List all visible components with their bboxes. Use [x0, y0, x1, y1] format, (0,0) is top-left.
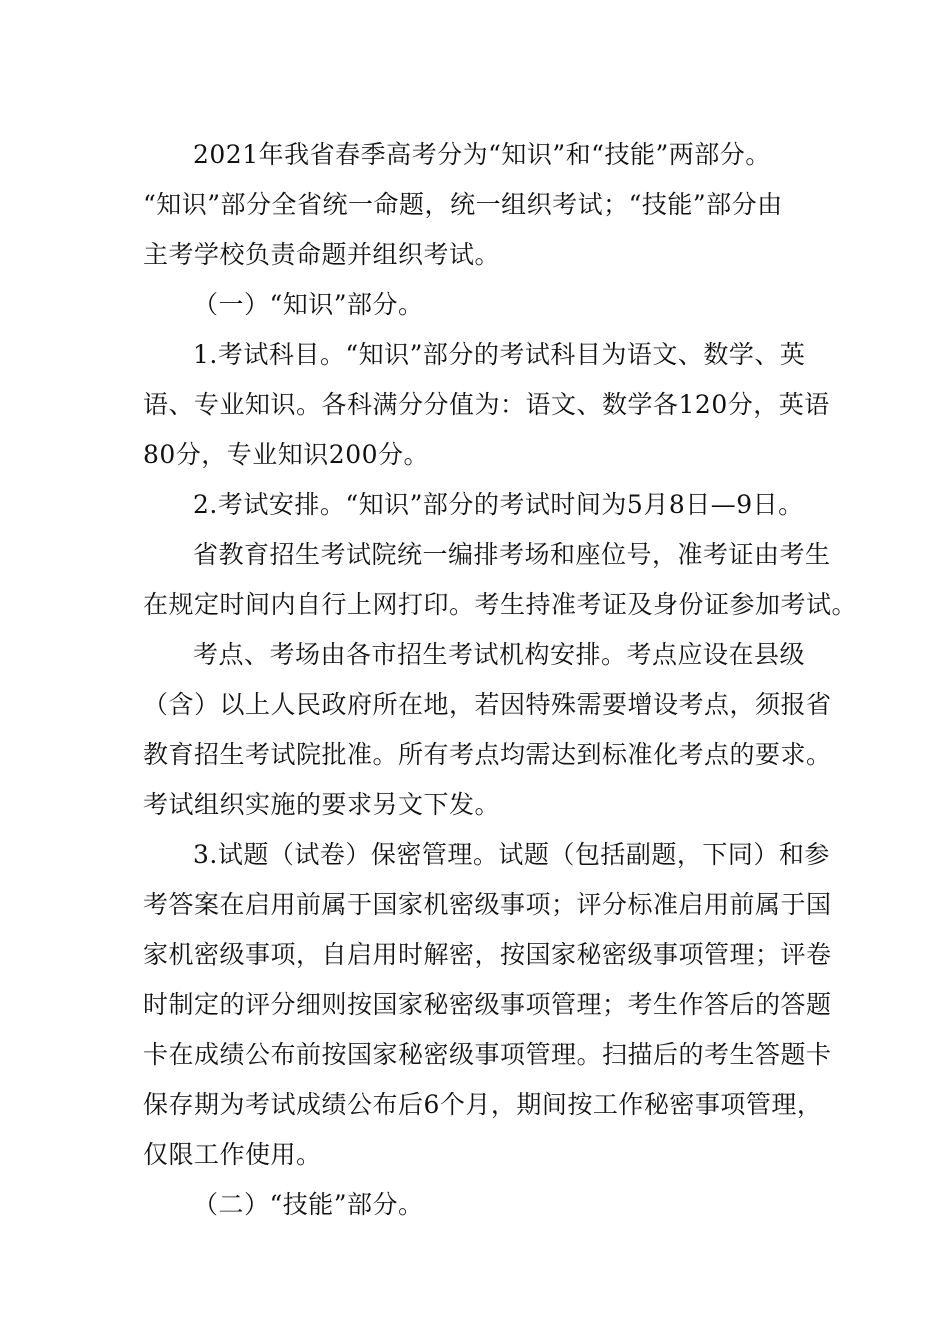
paragraph-venues-line-1: 考点、考场由各市招生考试机构安排。考点应设在县级 — [193, 640, 806, 669]
paragraph-admission-line-2: 在规定时间内自行上网打印。考生持准考证及身份证参加考试。 — [143, 590, 858, 619]
paragraph-intro-line-3: 主考学校负责命题并组织考试。 — [143, 240, 501, 269]
item-confidentiality-line-1: 3.试题（试卷）保密管理。试题（包括副题，下同）和参 — [193, 840, 830, 869]
item-confidentiality-line-2: 考答案在启用前属于国家机密级事项；评分标准启用前属于国 — [143, 890, 832, 919]
paragraph-admission-line-1: 省教育招生考试院统一编排考场和座位号，准考证由考生 — [193, 540, 831, 569]
paragraph-intro-line-1: 2021年我省春季高考分为“知识”和“技能”两部分。 — [193, 140, 771, 169]
item-subjects-line-2: 语、专业知识。各科满分分值为：语文、数学各120分，英语 — [143, 390, 830, 419]
item-subjects-line-3: 80分，专业知识200分。 — [143, 440, 430, 469]
paragraph-venues-line-4: 考试组织实施的要求另文下发。 — [143, 790, 501, 819]
paragraph-venues-line-3: 教育招生考试院批准。所有考点均需达到标准化考点的要求。 — [143, 740, 832, 769]
paragraph-venues-line-2: （含）以上人民政府所在地，若因特殊需要增设考点，须报省 — [143, 690, 832, 719]
item-confidentiality-line-3: 家机密级事项，自启用时解密，按国家秘密级事项管理；评卷 — [143, 940, 832, 969]
item-confidentiality-line-4: 时制定的评分细则按国家秘密级事项管理；考生作答后的答题 — [143, 990, 832, 1019]
item-schedule-line-1: 2.考试安排。“知识”部分的考试时间为5月8日—9日。 — [193, 490, 804, 519]
item-confidentiality-line-6: 保存期为考试成绩公布后6个月，期间按工作秘密事项管理， — [143, 1090, 823, 1119]
section-heading-skills: （二）“技能”部分。 — [193, 1190, 424, 1219]
item-subjects-line-1: 1.考试科目。“知识”部分的考试科目为语文、数学、英 — [193, 340, 806, 369]
paragraph-intro-line-2: “知识”部分全省统一命题，统一组织考试；“技能”部分由 — [143, 190, 783, 219]
item-confidentiality-line-5: 卡在成绩公布前按国家秘密级事项管理。扫描后的考生答题卡 — [143, 1040, 832, 1069]
item-confidentiality-line-7: 仅限工作使用。 — [143, 1140, 322, 1169]
section-heading-knowledge: （一）“知识”部分。 — [193, 290, 424, 319]
